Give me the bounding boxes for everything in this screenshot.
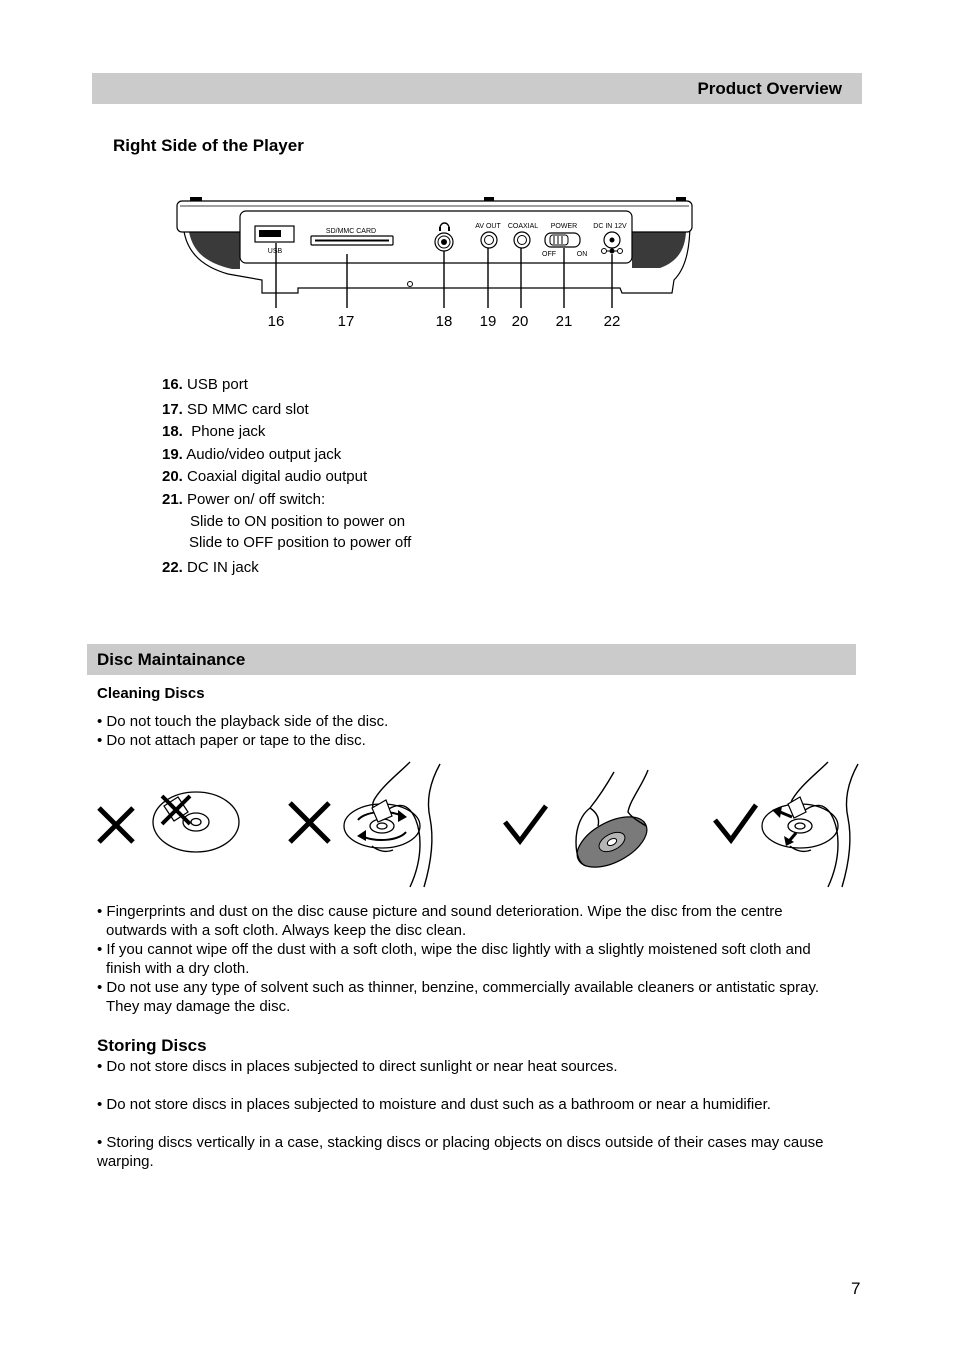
item-text: SD MMC card slot — [187, 401, 309, 418]
note-line: They may damage the disc. — [106, 998, 291, 1015]
item-number: 16. — [162, 376, 183, 393]
cleaning-heading: Cleaning Discs — [97, 685, 205, 702]
item-number: 18. — [162, 423, 183, 440]
check-icon — [715, 805, 756, 840]
dc-in-label: DC IN 12V — [593, 223, 627, 230]
list-item-21-sub: Slide to ON position to power on — [190, 513, 406, 530]
item-number: 22. — [162, 559, 183, 576]
section-header-disc-maintenance — [87, 644, 856, 675]
list-item-17 — [162, 400, 309, 420]
cross-icon — [99, 808, 133, 842]
power-on-label: ON — [576, 251, 588, 258]
item-text: DC IN jack — [187, 559, 259, 576]
item-text: Coaxial digital audio output — [187, 468, 368, 485]
polarity-icon — [602, 249, 607, 254]
note-line: outwards with a soft cloth. Always keep the disc clean. — [106, 922, 467, 939]
callout-22: 22 — [603, 313, 621, 330]
polarity-icon — [610, 249, 615, 254]
note-line: finish with a dry cloth. — [106, 960, 250, 977]
item-number: 21. — [162, 491, 183, 508]
player-top-tab-right — [676, 197, 686, 201]
callout-20: 20 — [511, 313, 529, 330]
list-item-18 — [162, 422, 265, 442]
list-item-22 — [162, 558, 259, 578]
item-text: Phone jack — [191, 423, 266, 440]
storing-line: warping. — [97, 1153, 154, 1170]
av-out-label: AV OUT — [475, 223, 501, 230]
player-right-side-diagram — [170, 195, 700, 335]
page-number: 7 — [851, 1279, 861, 1298]
item-number: 17. — [162, 401, 183, 418]
section-title: Disc Maintainance — [97, 650, 246, 669]
item-text: USB port — [187, 376, 248, 393]
note-line: • If you cannot wipe off the dust with a soft cloth, wipe the disc lightly with a slightly moistened soft cloth and — [97, 941, 811, 958]
av-out-jack — [481, 232, 497, 248]
note-line: • Do not use any type of solvent such as thinner, benzine, commercially available cleaners or antistatic spray. — [97, 979, 820, 996]
usb-port-inner — [259, 230, 281, 237]
player-top-tab-left — [190, 197, 202, 201]
storing-line: • Do not store discs in places subjected to moisture and dust such as a bathroom or near a humidifier. — [97, 1096, 771, 1113]
item-number: 19. — [162, 446, 183, 463]
storing-line: • Storing discs vertically in a case, stacking discs or placing objects on discs outside of their cases may cause — [97, 1134, 824, 1151]
sd-card-label: SD/MMC CARD — [325, 228, 377, 235]
callout-19: 19 — [479, 313, 497, 330]
power-label: POWER — [550, 223, 578, 230]
player-top-tab-mid — [484, 197, 494, 201]
subsection-heading: Right Side of the Player — [113, 136, 304, 155]
list-item-16 — [162, 375, 248, 395]
check-icon — [505, 806, 546, 841]
section-title: Product Overview — [697, 79, 842, 98]
bullet-item: • Do not touch the playback side of the disc. — [97, 713, 389, 730]
cross-icon — [290, 803, 329, 842]
storing-line: • Do not store discs in places subjected to direct sunlight or near heat sources. — [97, 1058, 618, 1075]
power-switch-knob — [550, 235, 568, 245]
callout-21: 21 — [555, 313, 573, 330]
list-item-20 — [162, 467, 367, 487]
coaxial-jack — [514, 232, 530, 248]
list-item-21-sub: Slide to OFF position to power off — [189, 534, 412, 551]
callout-18: 18 — [435, 313, 453, 330]
bullet-item: • Do not attach paper or tape to the disc. — [97, 732, 366, 749]
item-number: 20. — [162, 468, 183, 485]
item-text: Audio/video output jack — [186, 446, 342, 463]
coaxial-label: COAXIAL — [507, 223, 539, 230]
polarity-icon — [618, 249, 623, 254]
note-line: • Fingerprints and dust on the disc cause picture and sound deterioration. Wipe the disc from the centre — [97, 903, 783, 920]
headphone-icon-right-cup — [448, 227, 450, 231]
phone-jack-hole — [441, 239, 447, 245]
item-text: Power on/ off switch: — [187, 491, 326, 508]
headphone-icon-left-cup — [439, 227, 441, 231]
callout-16: 16 — [267, 313, 285, 330]
dc-in-jack-pin — [610, 238, 615, 243]
callout-17: 17 — [337, 313, 355, 330]
list-item-21 — [162, 490, 325, 510]
disc-handling-illustrations — [90, 755, 870, 895]
section-header-product-overview — [92, 73, 862, 104]
storing-heading: Storing Discs — [97, 1036, 207, 1055]
list-item-19 — [162, 445, 341, 465]
power-off-label: OFF — [542, 251, 556, 258]
usb-label: USB — [267, 248, 283, 255]
